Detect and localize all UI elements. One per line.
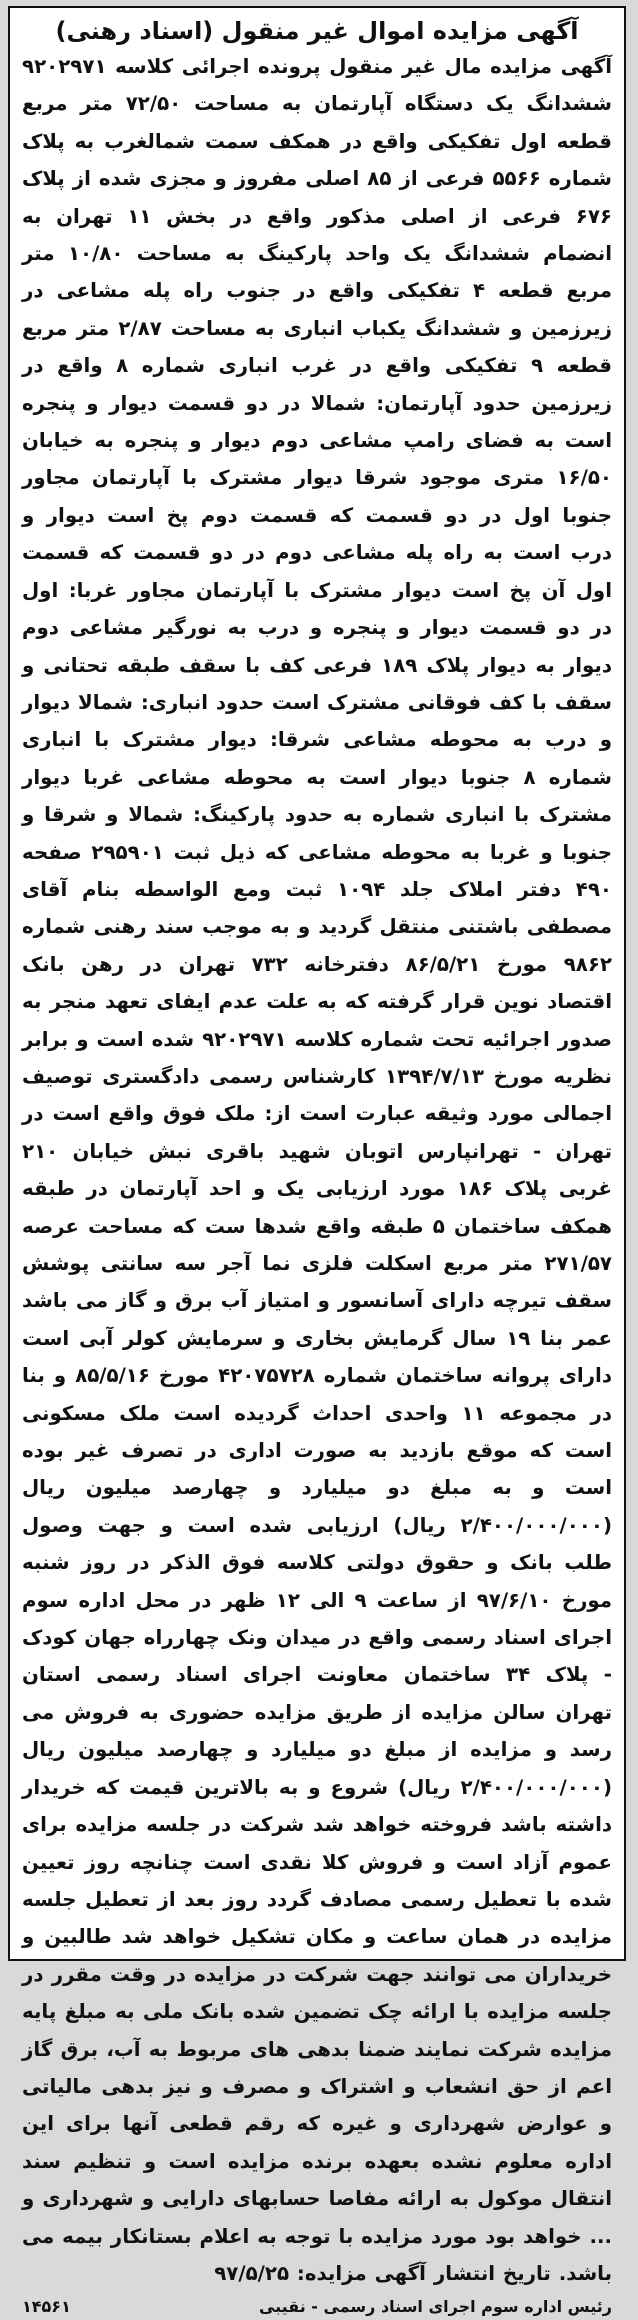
notice-title: آگهی مزایده اموال غیر منقول (اسناد رهنی) — [55, 17, 579, 45]
notice-code: ۱۴۵۶۱ — [22, 2297, 71, 2317]
notice-footer — [22, 2294, 612, 2320]
notice-body: آگهی مزایده مال غیر منقول پرونده اجرائی کلاسه ۹۲۰۲۹۷۱ ششدانگ یک دستگاه آپارتمان به مساحت ۷۲/۵۰ متر مربع قطعه اول تفکیکی واقع در همکف سمت شمالغرب به پلاک شماره ۵۵۶۶ فرعی از ۸۵ اصلی مفروز و مجزی شده از پلاک ۶۷۶ فرعی از اصلی مذکور واقع در بخش ۱۱ تهران به انضمام ششدانگ یک واحد پارکینگ به مساحت ۱۰/۸۰ متر مربع قطعه ۴ تفکیکی واقع در جنوب راه پله مشاعی در زیرزمین و ششدانگ یکباب انباری به مساحت ۲/۸۷ متر مربع قطعه ۹ تفکیکی واقع در غرب انباری شماره ۸ واقع در زیرزمین حدود آپارتمان: شمالا در دو قسمت دیوار و پنجره است به فضای رامپ مشاعی دوم دیوار و پنجره به خیابان ۱۶/۵۰ متری موجود شرقا دیوار مشترک با آپارتمان مجاور جنوبا اول در دو قسمت که قسمت دوم پخ است دیوار و درب است به راه پله مشاعی دوم در دو قسمت که قسمت اول آن پخ است دیوار مشترک با آپارتمان مجاور غربا: اول در دو قسمت دیوار و پنجره و درب به نورگیر مشاعی دوم دیوار به دیوار پلاک ۱۸۹ فرعی کف با سقف طبقه تحتانی و سقف با کف فوقانی مشترک است حدود انباری: شمالا دیوار و درب به محوطه مشاعی شرقا: دیوار مشترک با انباری شماره ۸ جنوبا دیوار است به محوطه مشاعی غربا دیوار مشترک با انباری شماره به حدود پارکینگ: شمالا و شرقا و جنوبا و غربا به محوطه مشاعی که ذیل ثبت ۲۹۵۹۰۱ صفحه ۴۹۰ دفتر املاک جلد ۱۰۹۴ ثبت ومع الواسطه بنام آقای مصطفی باشتنی منتقل گردید و به موجب سند رهنی شماره ۹۸۶۲ مورخ ۸۶/۵/۲۱ دفترخانه ۷۳۲ تهران در رهن بانک اقتصاد نوین قرار گرفته که به علت عدم ایفای تعهد منجر به صدور اجرائیه تحت شماره کلاسه ۹۲۰۲۹۷۱ شده است و برابر نظریه مورخ ۱۳۹۴/۷/۱۳ کارشناس رسمی دادگستری توصیف اجمالی مورد وثیقه عبارت است از: ملک فوق واقع است در تهران - تهرانپارس اتوبان شهید باقری نبش خیابان ۲۱۰ غربی پلاک ۱۸۶ مورد ارزیابی یک و احد آپارتمان در طبقه همکف ساختمان ۵ طبقه واقع شدها ست که مساحت عرصه ۲۷۱/۵۷ متر مربع اسکلت فلزی نما آجر سه سانتی پوشش سقف تیرچه دارای آسانسور و امتیاز آب برق و گاز می باشد عمر بنا ۱۹ سال گرمایش بخاری و سرمایش کولر آبی است دارای پروانه ساختمان شماره ۴۲۰۷۵۷۲۸ مورخ ۸۵/۵/۱۶ و بنا در مجموعه ۱۱ واحدی احداث گردیده است ملک مسکونی است که موقع بازدید به صورت اداری در تصرف غیر بوده است و به مبلغ دو میلیارد و چهارصد میلیون ریال (۲/۴۰۰/۰۰۰/۰۰۰ ریال) ارزیابی شده است و جهت وصول طلب بانک و حقوق دولتی کلاسه فوق الذکر در روز شنبه مورخ ۹۷/۶/۱۰ از ساعت ۹ الی ۱۲ ظهر در محل اداره سوم اجرای اسناد رسمی واقع در میدان ونک چهارراه جهان کودک - پلاک ۳۴ ساختمان معاونت اجرای اسناد رسمی استان تهران سالن مزایده از طریق مزایده حضوری به فروش می رسد و مزایده از مبلغ دو میلیارد و چهارصد میلیون ریال (۲/۴۰۰/۰۰۰/۰۰۰ ریال) شروع و به بالاترین قیمت که خریدار داشته باشد فروخته خواهد شد شرکت در جلسه مزایده برای عموم آزاد است و فروش کلا نقدی است چنانچه روز تعیین شده با تعطیل رسمی مصادف گردد روز بعد از تعطیل جلسه مزایده در همان ساعت و مکان تشکیل خواهد شد طالبین و خریداران می توانند جهت شرکت در مزایده در وقت مقرر در جلسه مزایده با ارائه چک تضمین شده بانک ملی به مبلغ پایه مزایده شرکت نمایند ضمنا بدهی های مربوط به آب، برق گاز اعم از حق انشعاب و اشتراک و مصرف و نیز بدهی مالیاتی و عوارض شهرداری و غیره که رقم قطعی آنها برای این اداره معلوم نشده بعهده برنده مزایده است و تنظیم سند انتقال موکول به ارائه مفاصا حسابهای دارایی و شهرداری و ... خواهد بود مورد مزایده با توجه به اعلام بستانکار بیمه می باشد. تاریخ انتشار آگهی مزایده: ۹۷/۵/۲۵ — [22, 55, 613, 2285]
auction-notice — [8, 6, 626, 2317]
signature: رئیس اداره سوم اجرای اسناد رسمی - نقیبی — [258, 2297, 612, 2317]
